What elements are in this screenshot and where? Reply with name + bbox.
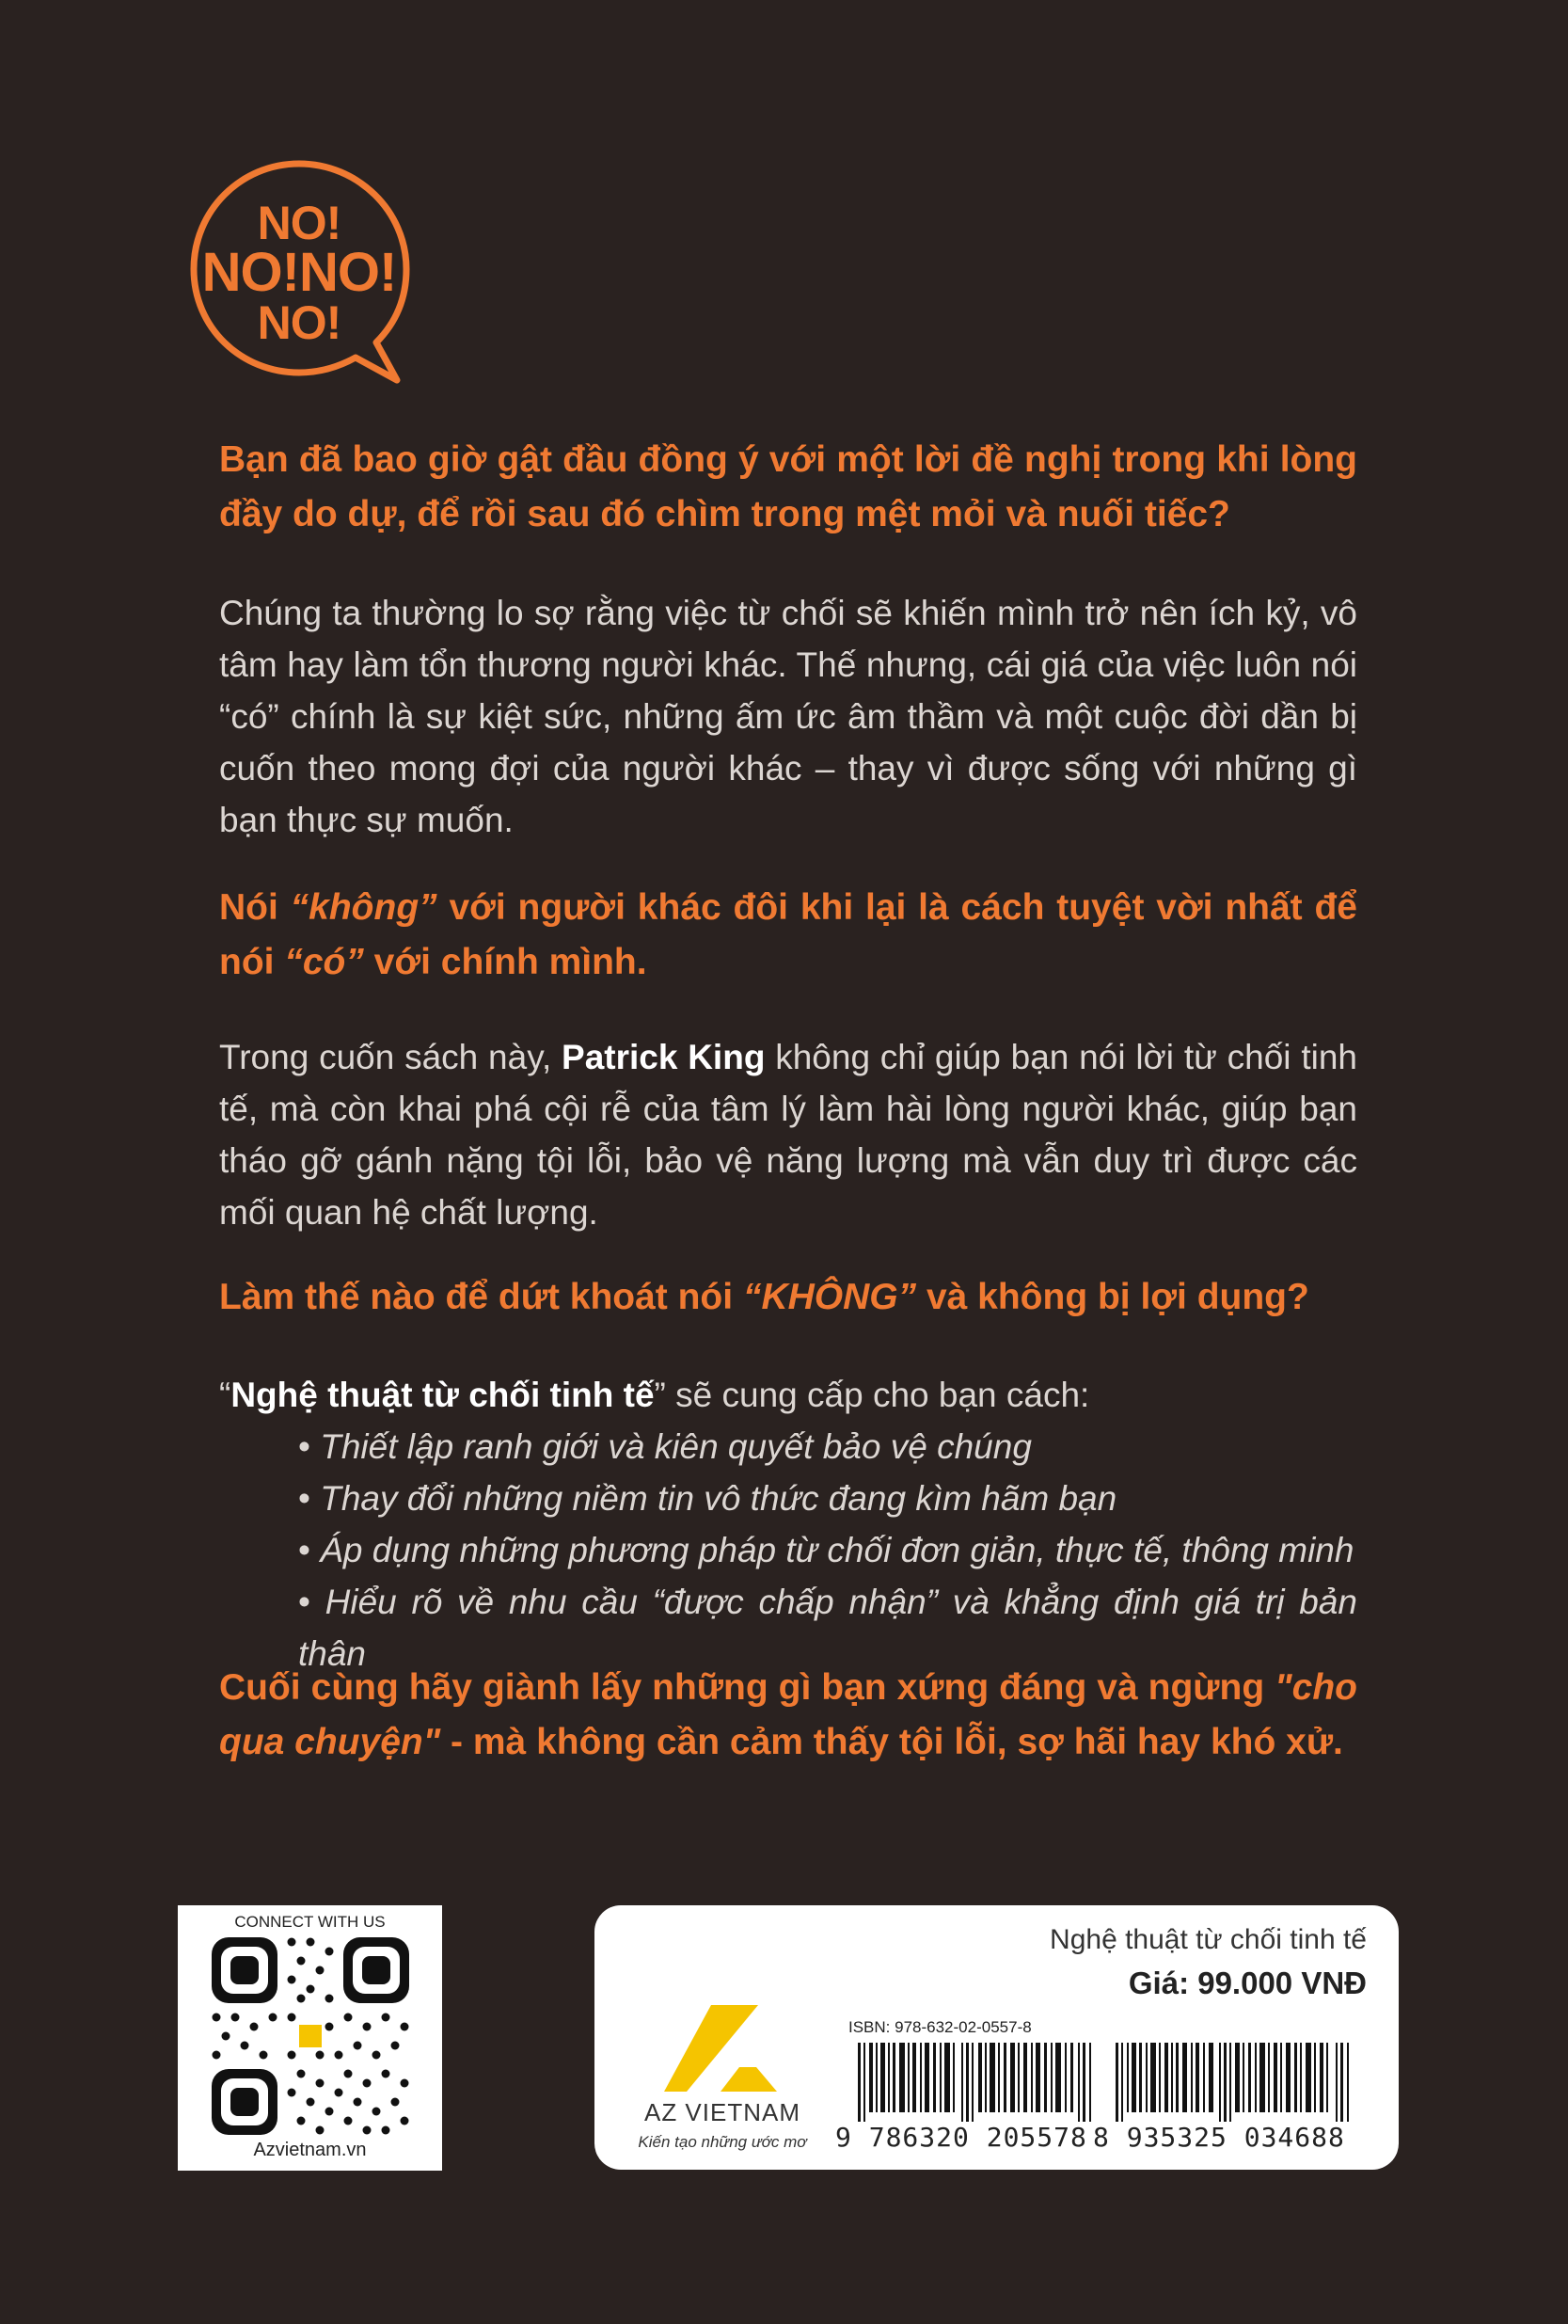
- book-title: Nghệ thuật từ chối tinh tế: [230, 1376, 655, 1414]
- qr-caption: CONNECT WITH US: [234, 1913, 386, 1931]
- para2-text-a: Trong cuốn sách này,: [219, 1038, 562, 1076]
- isbn-barcode-number: 9 786320 205578: [835, 2122, 1087, 2153]
- heading3-text-c: và không bị lợi dụng?: [916, 1277, 1309, 1317]
- list-item: • Thay đổi những niềm tin vô thức đang kìm hãm bạn: [298, 1472, 1357, 1524]
- paragraph-benefits: [219, 1369, 1357, 1679]
- isbn-label: ISBN: 978-632-02-0557-8: [848, 2018, 1032, 2036]
- open-quote: “: [219, 1376, 231, 1414]
- heading3-text-b: “KHÔNG”: [742, 1277, 917, 1317]
- badge-line-2: NO!NO!: [201, 242, 397, 303]
- heading2-text-a: Nói: [219, 887, 291, 928]
- heading3-text-a: Làm thế nào để dứt khoát nói: [219, 1277, 743, 1317]
- badge-line-1: NO!: [257, 197, 341, 249]
- publisher-name: AZ VIETNAM: [643, 2098, 800, 2126]
- heading4-text-c: - mà không cần cảm thấy tội lỗi, sợ hãi hay khó xử.: [440, 1722, 1343, 1762]
- price-barcode-card: [594, 1905, 1399, 2170]
- heading2-text-b: “không”: [290, 887, 437, 928]
- heading-closing: [219, 1661, 1357, 1770]
- heading2-text-e: với chính mình.: [363, 942, 647, 982]
- heading2-text-c: với người khác đôi khi lại là cách tuyệt vời nhất để nói: [219, 887, 1357, 982]
- list-item: • Áp dụng những phương pháp từ chối đơn giản, thực tế, thông minh: [298, 1524, 1357, 1576]
- author-name: Patrick King: [562, 1038, 766, 1076]
- heading2-text-d: “có”: [284, 942, 364, 982]
- list-item: • Hiểu rõ về nhu cầu “được chấp nhận” và khẳng định giá trị bản thân: [298, 1576, 1357, 1679]
- az-vietnam-logo-icon: [664, 2001, 777, 2095]
- paragraph-author: [219, 1031, 1357, 1238]
- website-link[interactable]: Azvietnam.vn: [253, 2140, 367, 2160]
- badge-line-3: NO!: [257, 296, 341, 349]
- heading-question: Bạn đã bao giờ gật đầu đồng ý với một lời đề nghị trong khi lòng đầy do dự, để rồi sau đó chìm trong mệt mỏi và nuối tiếc?: [219, 439, 1357, 534]
- qr-code-icon[interactable]: [212, 1937, 409, 2135]
- card-book-title: Nghệ thuật từ chối tinh tế: [1050, 1924, 1367, 1955]
- no-speech-bubble: [188, 158, 433, 393]
- isbn-barcode-icon: [858, 2043, 1093, 2122]
- heading4-text-a: Cuối cùng hãy giành lấy những gì bạn xứng đáng và ngừng: [219, 1667, 1275, 1708]
- heading-how-to: [219, 1270, 1357, 1325]
- para2-text-b: không chỉ giúp bạn nói lời từ chối tinh tế, mà còn khai phá cội rễ của tâm lý làm hài lòng người khác, giúp bạn tháo gỡ gánh nặng tội lỗi, bảo vệ năng lượng mà vẫn duy trì được các mối quan hệ chất lượng.: [219, 1038, 1357, 1232]
- heading-say-no: [219, 881, 1357, 990]
- qr-panel: [178, 1905, 442, 2171]
- benefits-list: [219, 1421, 1357, 1679]
- benefits-intro: [219, 1369, 1357, 1421]
- list-item: • Thiết lập ranh giới và kiên quyết bảo vệ chúng: [298, 1421, 1357, 1472]
- ean-barcode-icon: [1116, 2043, 1351, 2122]
- benefits-intro-text: ” sẽ cung cấp cho bạn cách:: [654, 1376, 1090, 1414]
- heading4-text-b: "cho qua chuyện": [219, 1667, 1357, 1762]
- ean-barcode-number: 8 935325 034688: [1093, 2122, 1345, 2153]
- paragraph-intro: Chúng ta thường lo sợ rằng việc từ chối sẽ khiến mình trở nên ích kỷ, vô tâm hay làm tổn thương người khác. Thế nhưng, cái giá của việc luôn nói “có” chính là sự kiệt sức, những ấm ức âm thầm và một cuộc đời dần bị cuốn theo mong đợi của người khác – thay vì được sống với những gì bạn thực sự muốn.: [219, 594, 1357, 839]
- price-label: Giá: 99.000 VNĐ: [1128, 1966, 1367, 2000]
- publisher-tagline: Kiến tạo những ước mơ: [638, 2133, 807, 2151]
